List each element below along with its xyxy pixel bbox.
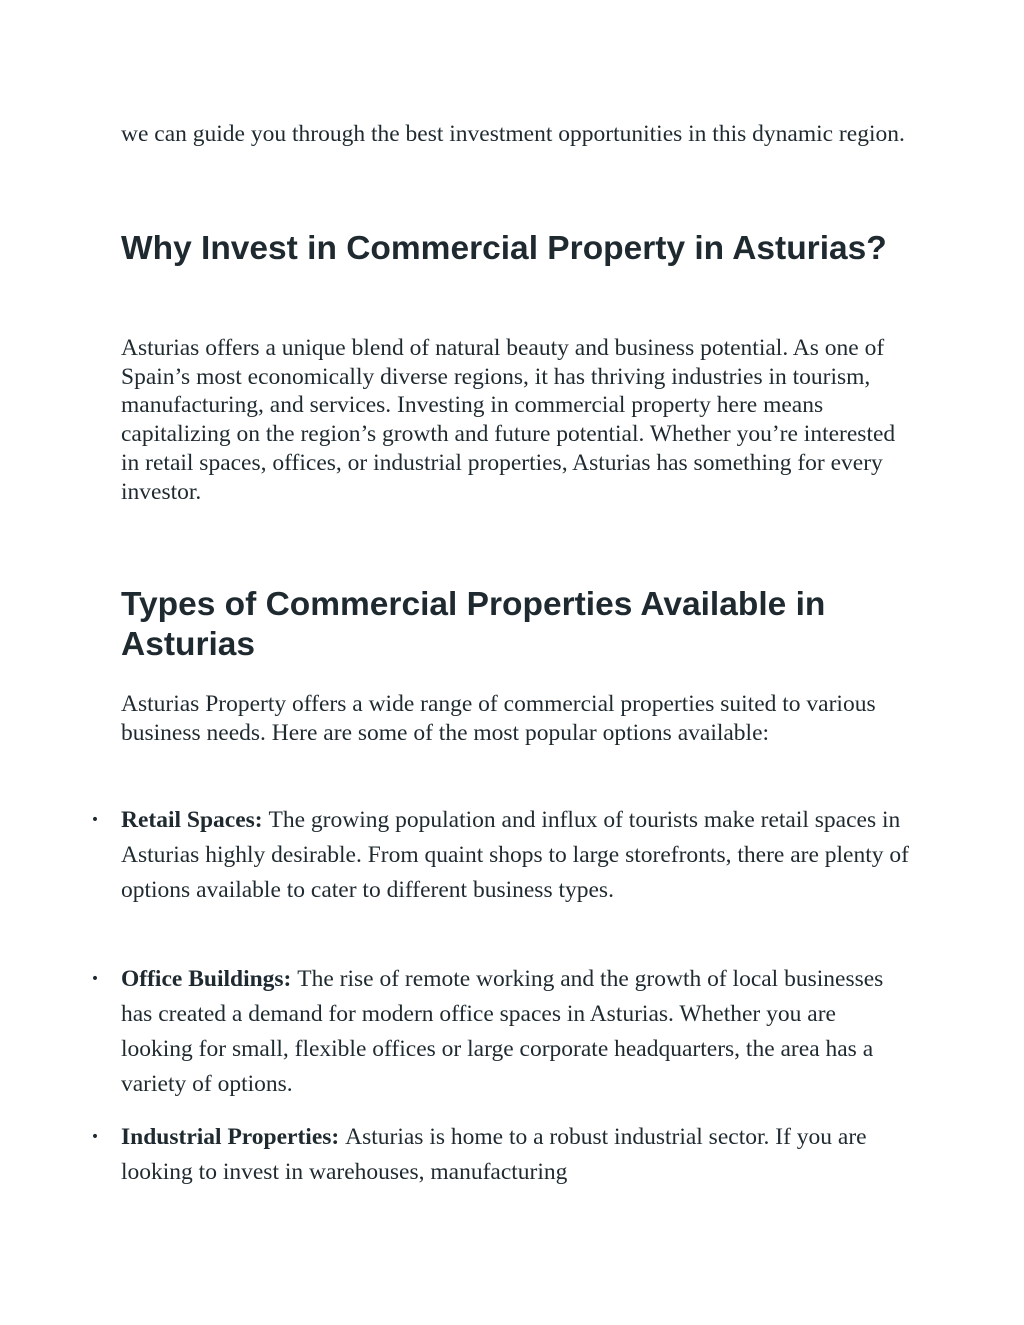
list-item-label: Retail Spaces: <box>121 807 269 833</box>
intro-paragraph: we can guide you through the best investment opportunities in this dynamic region. <box>121 121 905 147</box>
list-item-label: Office Buildings: <box>121 966 298 992</box>
list-item-text: Asturias is home to a robust industrial sector. If you are looking to invest in warehouses, manufacturing <box>121 1124 867 1185</box>
bullet-icon: • <box>90 971 100 987</box>
list-item-label: Industrial Properties: <box>121 1124 346 1150</box>
property-types-paragraph: Asturias Property offers a wide range of commercial properties suited to various business needs. Here are some of the most popular options available: <box>121 691 876 746</box>
list-item-text: The growing population and influx of tourists make retail spaces in Asturias highly desirable. From quaint shops to large storefronts, there are plenty of options available to cater to different business types. <box>121 807 909 903</box>
list-item-retail-spaces <box>90 803 911 908</box>
list-item-industrial-properties <box>90 1120 911 1190</box>
heading-property-types: Types of Commercial Properties Available in Asturias <box>121 586 826 663</box>
list-item-text: The rise of remote working and the growth of local businesses has created a demand for modern office spaces in Asturias. Whether you are looking for small, flexible offices or large corporate headquarters, the area has a variety of options. <box>121 966 884 1097</box>
bullet-icon: • <box>90 1129 100 1145</box>
list-item-office-buildings <box>90 962 911 1102</box>
bullet-icon: • <box>90 812 100 828</box>
heading-why-invest: Why Invest in Commercial Property in Asturias? <box>121 230 887 267</box>
why-invest-paragraph: Asturias offers a unique blend of natural beauty and business potential. As one of Spain’s most economically diverse regions, it has thriving industries in tourism, manufacturing, and services. Investing in commercial property here means capitalizing on the region’s growth and future potential. Whether you’re interested in retail spaces, offices, or industrial properties, Asturias has something for every investor. <box>121 335 896 505</box>
